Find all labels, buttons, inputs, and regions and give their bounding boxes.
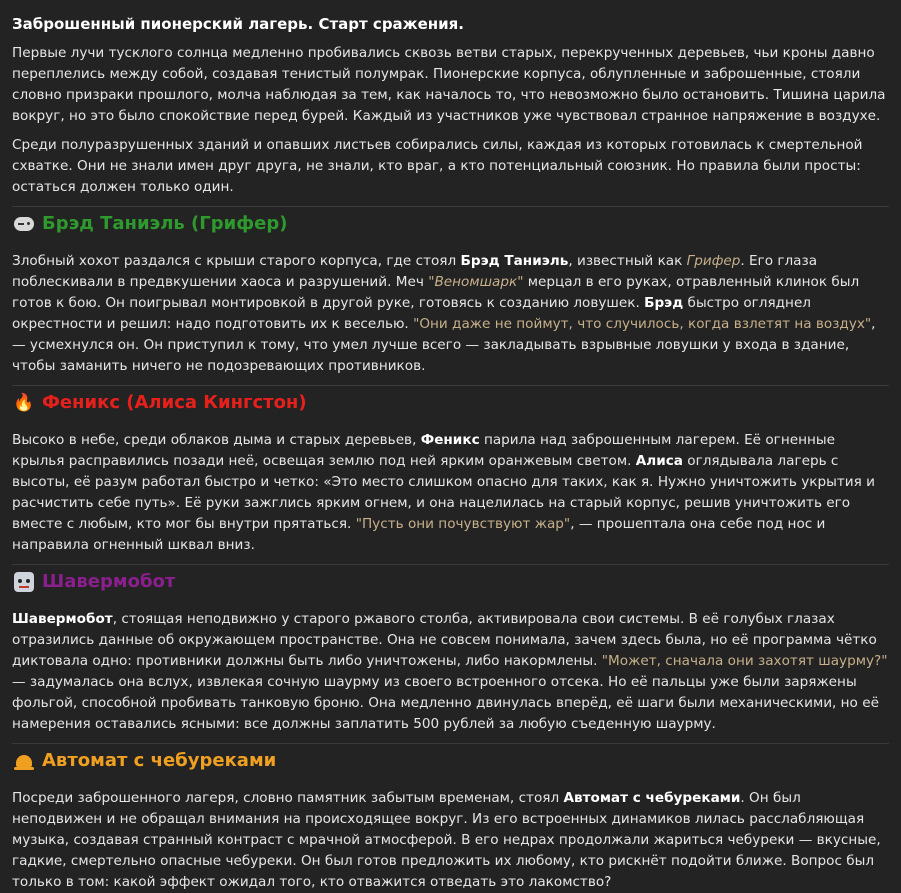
robot-icon — [12, 570, 36, 594]
divider — [12, 564, 889, 565]
heading-text: Феникс (Алиса Кингстон) — [42, 392, 307, 413]
section-heading-chebureki — [12, 748, 889, 774]
fire-icon: 🔥 — [13, 393, 35, 413]
quote: "Они даже не поймут, что случилось, когда взлетят на воздух" — [413, 316, 872, 332]
nickname: Грифер — [686, 253, 741, 269]
section-heading-shavermobot — [12, 569, 889, 595]
intro-paragraph-2: Среди полуразрушенных зданий и опавших листьев собирались силы, каждая из которых готовилась к смертельной схватке. Они не знали имен друг друга, не знали, кто враг, а кто потенциальный союзник. Но правила были просты: остаться должен только один. — [12, 137, 863, 195]
name-bold: Брэд — [644, 295, 684, 311]
heading-text: Автомат с чебуреками — [42, 750, 277, 771]
section-paragraph-brad: Злобный хохот раздался с крыши старого корпуса, где стоял Брэд Таниэль, известный как Грифер. Его глаза поблескивали в предвкушении хаоса и разрушений. Меч "Веномшарк" мерцал в его руках, отравленный клинок был готов к бою. Он поигрывал монтировкой в другой руке, готовясь к созданию ловушек. Брэд быстро огляднел окрестности и решил: надо подготовить их к веселью. "Они даже не поймут, что случилось, когда взлетят на воздух", — усмехнулся он. Он приступил к тому, что умел лучше всего — закладывать взрывные ловушки у входа в здание, чтобы заманить ничего не подозревающих противников. — [12, 253, 876, 374]
heading-text: Брэд Таниэль (Грифер) — [42, 213, 288, 234]
name-bold: Алиса — [635, 453, 683, 469]
section-heading-phoenix — [12, 390, 889, 416]
quote: "Может, сначала они захотят шаурму?" — [601, 653, 888, 669]
section-paragraph-phoenix: Высоко в небе, среди облаков дыма и старых деревьев, Феникс парила над заброшенным лагерем. Её огненные крылья расправились позади неё, освещая землю под ней ярким оранжевым светом. Алиса оглядывала лагерь с высоты, её разум работал быстро и четко: «Это место слишком опасно для таких, как я. Нужно уничтожить укрытия и расчистить себе путь». Её руки зажглись ярким огнем, и она нацелилась на старый корпус, решив уничтожить его вместе с любым, кто мог бы внутри прятаться. "Пусть они почувствуют жар", — прошептала она себе под нос и направила огненный шквал вниз. — [12, 432, 875, 553]
divider — [12, 206, 889, 207]
food-icon — [12, 749, 36, 773]
gamepad-icon — [12, 212, 36, 236]
section-paragraph-chebureki: Посреди заброшенного лагеря, словно памятник забытым временам, стоял Автомат с чебуреками. Он был неподвижен и не обращал внимания на происходящее вокруг. Из его встроенных динамиков лилась расслабляющая музыка, создавая странный контраст с мрачной атмосферой. В его недрах продолжали жариться чебуреки — вкусные, гадкие, смертельно опасные чебуреки. Он был готов предложить их любому, кто рискнёт подойти ближе. Вопрос был только в том: какой эффект ожидал того, кто отважится отведать это лакомство? — [12, 790, 881, 890]
divider — [12, 385, 889, 386]
intro-paragraph-1: Первые лучи тусклого солнца медленно пробивались сквозь ветви старых, перекрученных деревьев, чьи кроны давно переплелись между собой, создавая тенистый полумрак. Пионерские корпуса, облупленные и заброшенные, стояли словно призраки прошлого, молча наблюдая за тем, как началось то, что невозможно было остановить. Тишина царила вокруг, но это было спокойствие перед бурей. Каждый из участников уже чувствовал странное напряжение в воздухе. — [12, 45, 886, 124]
divider — [12, 743, 889, 744]
quote: "Пусть они почувствуют жар" — [355, 516, 571, 532]
name-bold: Феникс — [420, 432, 480, 448]
story-title: Заброшенный пионерский лагерь. Старт сражения. — [12, 15, 464, 33]
section-paragraph-shavermobot: Шавермобот, стоящая неподвижно у старого ржавого столба, активировала свои системы. В её голубых глазах отразились данные об окружающем пространстве. Она не совсем понимала, зачем здесь была, но её программа чётко диктовала одно: противники должны быть либо уничтожены, либо накормлены. "Может, сначала они захотят шаурму?" — задумалась она вслух, извлекая сочную шаурму из своего встроенного отсека. Но её пальцы уже были заряжены фольгой, способной пробивать танковую броню. Она медленно двинулась вперёд, её шаги были механическими, но её намерения оставались ясными: все должны заплатить 500 рублей за любую съеденную шаурму. — [12, 611, 888, 732]
name-bold: Шавермобот — [12, 611, 113, 627]
name-bold: Автомат с чебуреками — [563, 790, 741, 806]
section-heading-brad — [12, 211, 889, 237]
name-bold: Брэд Таниэль — [460, 253, 569, 269]
weapon-name: "Веномшарк" — [428, 274, 524, 290]
heading-text: Шавермобот — [42, 571, 176, 592]
